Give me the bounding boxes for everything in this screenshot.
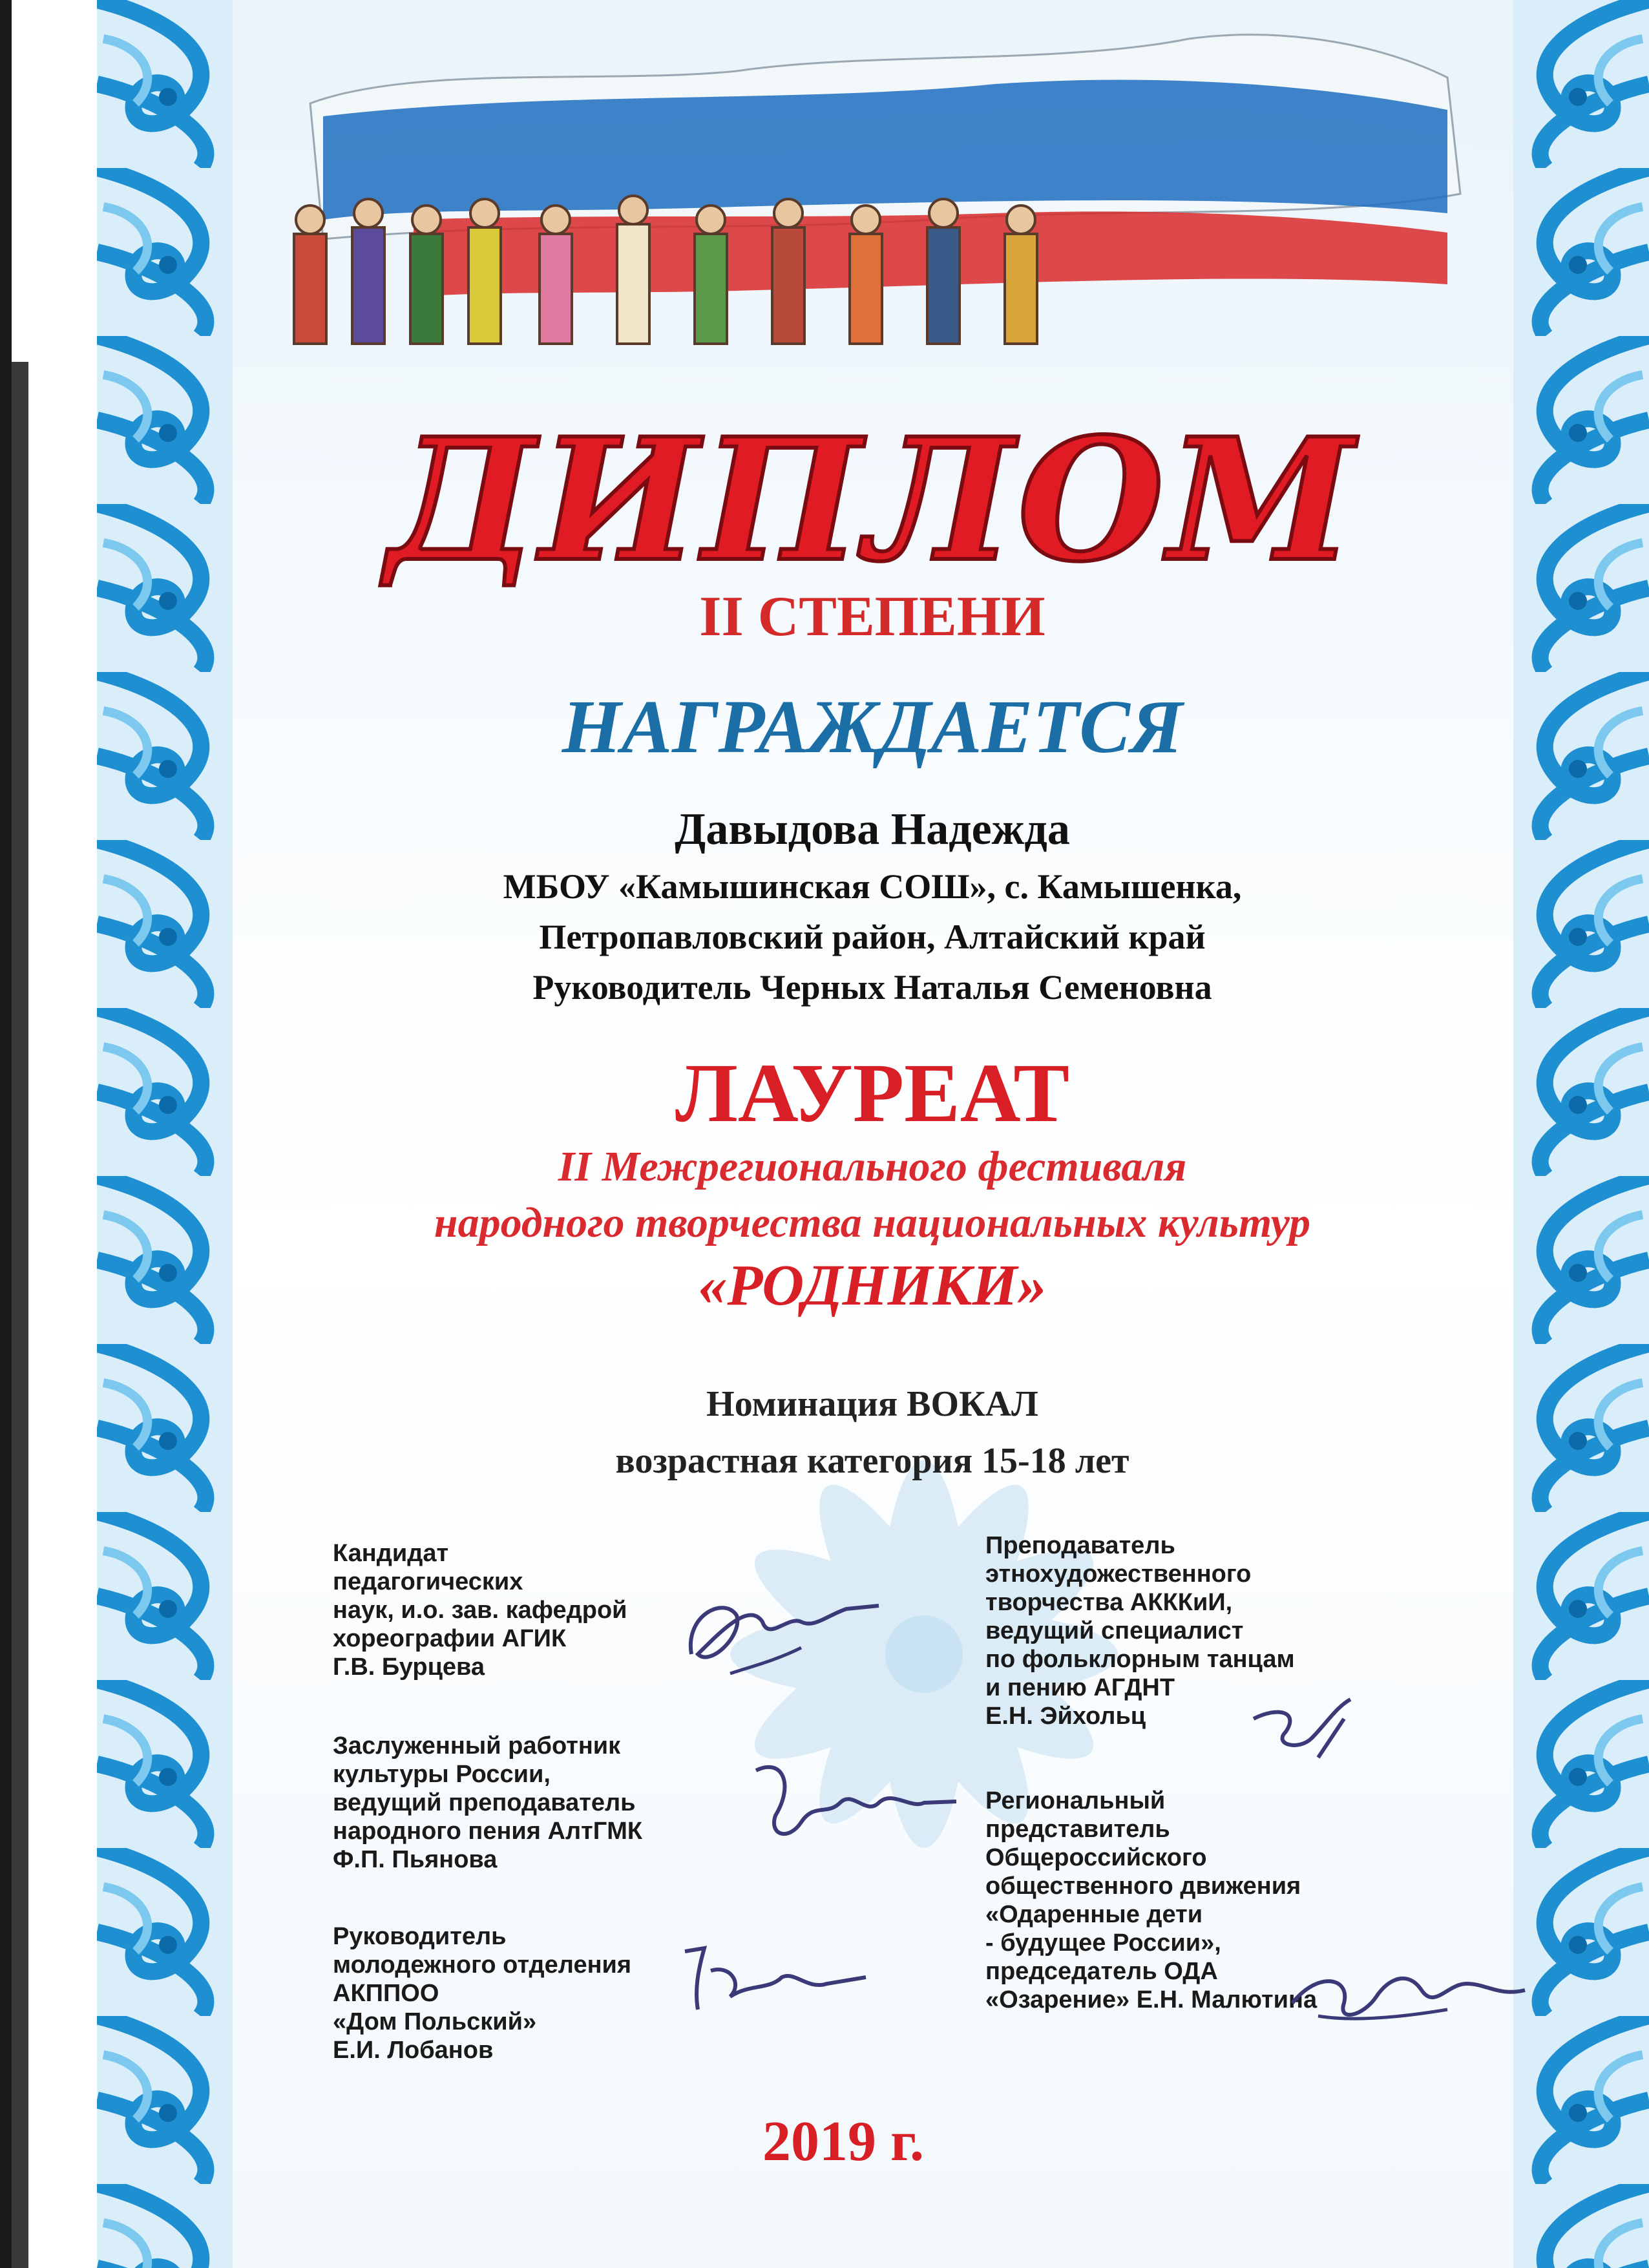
signatory-line: председатель ОДА xyxy=(985,1958,1218,1985)
signatory-line: «Озарение» Е.Н. Малютина xyxy=(985,1986,1318,2013)
signatory-line: и пению АГДНТ xyxy=(985,1674,1175,1701)
degree-label: II СТЕПЕНИ xyxy=(699,585,1045,648)
person-2 xyxy=(352,199,384,344)
laureate-status: ЛАУРЕАТ xyxy=(675,1047,1069,1140)
signature-burtseva xyxy=(672,1577,892,1693)
signatory-line: культуры России, xyxy=(333,1761,551,1788)
signatory-line: Кандидат xyxy=(333,1540,449,1567)
signatory-line: народного пения АлтГМК xyxy=(333,1818,643,1845)
signatory-line: педагогических xyxy=(333,1568,523,1595)
supervisor-line: Руководитель Черных Наталья Семеновна xyxy=(532,968,1212,1007)
person-6 xyxy=(617,196,649,344)
header-illustration xyxy=(220,26,1486,439)
person-1 xyxy=(294,205,326,344)
signature-lobanov xyxy=(672,1932,879,2029)
person-5 xyxy=(540,205,572,344)
signatory-malyutina xyxy=(985,1787,1317,2014)
signature-pyanova xyxy=(743,1745,963,1861)
signatory-lobanov xyxy=(333,1922,631,2064)
scan-shadow xyxy=(12,362,28,2268)
person-4 xyxy=(468,199,501,344)
signatory-line: Общероссийского xyxy=(985,1844,1207,1871)
scan-edge xyxy=(0,0,12,2268)
festival-name: «РОДНИКИ» xyxy=(698,1254,1047,1318)
school-line-2: Петропавловский район, Алтайский край xyxy=(539,918,1206,956)
signatory-line: Региональный xyxy=(985,1787,1166,1814)
signatory-line: «Дом Польский» xyxy=(333,2008,537,2035)
signatory-line: Преподаватель xyxy=(985,1532,1175,1559)
signatory-line: этнохудожественного xyxy=(985,1560,1252,1588)
recipient-name: Давыдова Надежда xyxy=(675,804,1070,854)
person-3 xyxy=(410,205,443,344)
signatory-line: Е.И. Лобанов xyxy=(333,2037,494,2064)
person-7 xyxy=(695,205,727,344)
signatory-line: ведущий специалист xyxy=(985,1617,1244,1644)
signatory-line: - будущее России», xyxy=(985,1929,1221,1957)
age-category: возрастная категория 15-18 лет xyxy=(615,1441,1129,1481)
signatory-pyanova xyxy=(333,1732,642,1874)
school-line-1: МБОУ «Камышинская СОШ», с. Камышенка, xyxy=(503,867,1242,906)
person-10 xyxy=(927,199,960,344)
signatory-line: «Одаренные дети xyxy=(985,1901,1203,1928)
year-label: 2019 г. xyxy=(762,2110,925,2173)
signatory-line: ведущий преподаватель xyxy=(333,1789,636,1816)
signatory-line: Г.В. Бурцева xyxy=(333,1654,485,1681)
signatory-line: Ф.П. Пьянова xyxy=(333,1846,498,1873)
signatory-line: Е.Н. Эйхольц xyxy=(985,1703,1146,1730)
signatory-line: наук, и.о. зав. кафедрой xyxy=(333,1597,627,1624)
awarded-label: НАГРАЖДАЕТСЯ xyxy=(562,684,1183,769)
left-wave-border xyxy=(97,0,233,2268)
signatory-burtseva xyxy=(333,1539,627,1681)
person-11 xyxy=(1005,205,1037,344)
festival-line-1: II Межрегионального фестиваля xyxy=(558,1143,1187,1190)
diploma-title: ДИПЛОМ xyxy=(386,402,1358,599)
festival-line-2: народного творчества национальных культур xyxy=(434,1199,1311,1246)
signature-malyutina xyxy=(1279,1945,1538,2042)
signatory-line: по фольклорным танцам xyxy=(985,1646,1295,1673)
signature-eikholts xyxy=(1241,1680,1370,1777)
signatory-line: Руководитель xyxy=(333,1923,507,1950)
person-9 xyxy=(850,205,882,344)
signatory-line: Заслуженный работник xyxy=(333,1732,621,1759)
signatory-line: АКППОО xyxy=(333,1980,439,2007)
signatory-line: молодежного отделения xyxy=(333,1951,632,1979)
signatory-line: хореографии АГИК xyxy=(333,1625,567,1652)
signatory-line: представитель xyxy=(985,1816,1170,1843)
nomination: Номинация ВОКАЛ xyxy=(706,1384,1038,1424)
signatory-line: общественного движения xyxy=(985,1873,1301,1900)
signatory-line: творчества АКККиИ, xyxy=(985,1589,1233,1616)
right-wave-border xyxy=(1513,0,1649,2268)
person-8 xyxy=(772,199,804,344)
